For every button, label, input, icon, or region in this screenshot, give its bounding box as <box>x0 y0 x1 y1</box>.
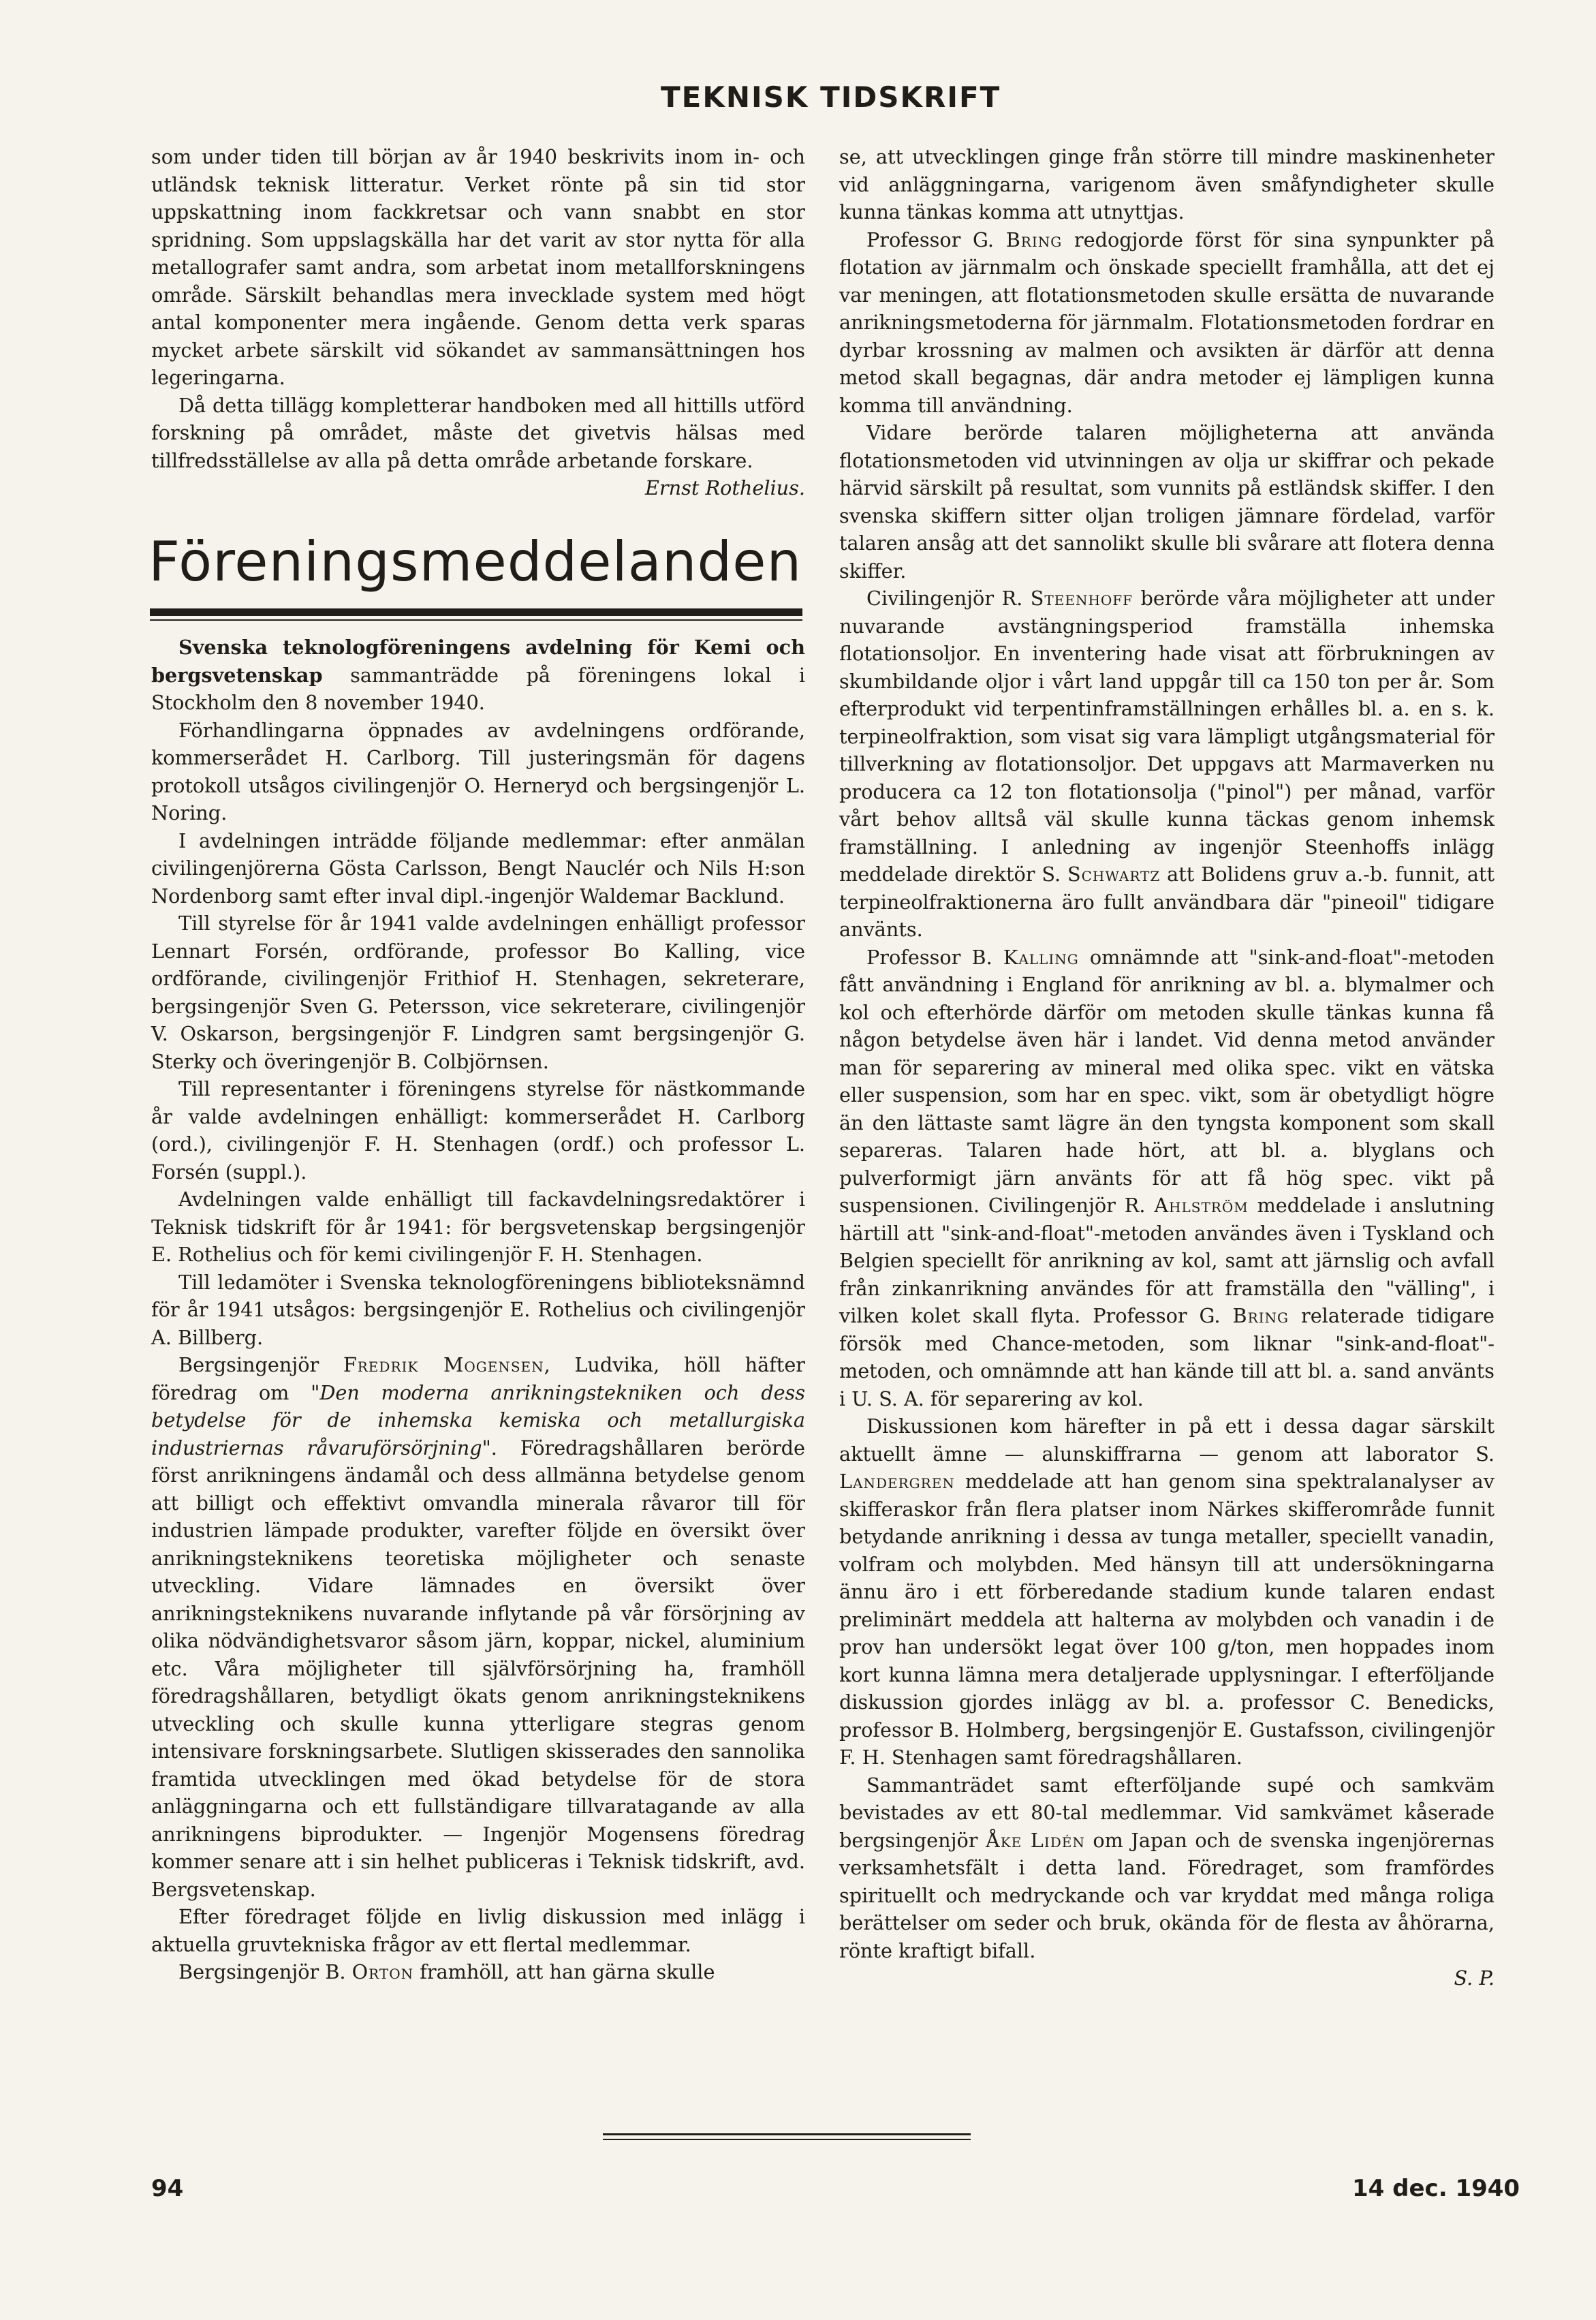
paragraph: Till ledamöter i Svenska teknologföreningens biblioteksnämnd för år 1941 utsågos: bergsingenjör E. Rothelius och civilingenjör A. Billberg. <box>151 1270 805 1349</box>
paragraph: Till representanter i föreningens styrelse för nästkommande år valde avdelningen enhälligt: kommerserådet H. Carlborg (ord.), civilingenjör F. H. Stenhagen (ordf.) och professor L. Forsén (suppl.). <box>151 1077 805 1184</box>
paragraph: Professor B. Kalling omnämnde att "sink-and-float"-metoden fått användning i England för anrikning av bl. a. blymalmer och kol och efterhörde därför om metoden skulle tänkas kunna få någon betydelse även här i landet. Vid denna metod använder man för separering av mineral med olika spec. vikt en vätska eller suspension, som har en spec. vikt, som är obetydligt högre än den lättaste samt lägre än den tyngsta komponent som skall separeras. Talaren hade hört, att bl. a. blyglans och pulverformigt järn använts för att få hög spec. vikt på suspensionen. Civilingenjör R. Ahlström meddelade i anslutning härtill att "sink-and-float"-metoden användes även i Tyskland och Belgien speciellt för anrikning av kol, samt att järnslig och avfall från zinkanrikning användes för att framställa den "välling", i vilken kolet skall flyta. Professor G. Bring relaterade tidigare försök med Chance-metoden, som liknar "sink-and-float"-metoden, och omnämnde att han kände till att bl. a. sand använts i U. S. A. för separering av kol. <box>839 945 1495 1410</box>
page-number: 94 <box>151 2175 184 2202</box>
speaker-name: Kalling <box>1003 945 1079 969</box>
paragraph: som under tiden till början av år 1940 beskrivits inom in- och utländsk teknisk litteratur. Verket rönte på sin tid stor uppskattning inom fackkretsar och vann snabbt en stor spridning. Som uppslagskälla har det varit av stor nytta för alla metallografer samt andra, som arbetat inom metallforskningens område. Särskilt behandlas mera invecklade system med högt antal komponenter mera ingående. Genom detta verk sparas mycket arbete särskilt vid sökandet av sammansättningen hos legeringarna. <box>151 145 805 389</box>
footer-rule <box>603 2133 971 2135</box>
paragraph: Avdelningen valde enhälligt till fackavdelningsredaktörer i Teknisk tidskrift för år 1941: för bergsvetenskap bergsingenjör E. Rothelius och för kemi civilingenjör F. H. Stenhagen. <box>151 1188 805 1266</box>
paragraph: Diskussionen kom härefter in på ett i dessa dagar särskilt aktuellt ämne — alunskiffrarna — genom att laborator S. Landergren meddelade att han genom sina spektralanalyser av skifferaskor från flera platser inom Närkes skifferområde funnit betydande anrikning i dessa av tunga metaller, speciellt vanadin, volfram och molybden. Med hänsyn till att undersökningarna ännu äro i ett förberedande stadium kunde talaren endast preliminärt meddela att halterna av molybden och vanadin i de prov han undersökt legat över 100 g/ton, men hoppades inom kort kunna lämna mera detaljerade upplysningar. I efterföljande diskussion gjordes inlägg av bl. a. professor C. Benedicks, professor B. Holmberg, bergsingenjör E. Gustafsson, civilingenjör F. H. Stenhagen samt föredragshållaren. <box>839 1414 1495 1769</box>
speaker-name: Schwartz <box>1067 863 1161 886</box>
lecture-title: "Den moderna anrikningstekniken och dess betydelse för de inhemska kemiska och metallurgiska industriernas råvaruförsörjning" <box>151 1380 805 1459</box>
left-column <box>151 634 805 1986</box>
speaker-name: Ahlström <box>1154 1194 1249 1217</box>
speaker-name: Steenhoff <box>1030 587 1133 610</box>
paragraph: Bergsingenjör B. Orton framhöll, att han gärna skulle <box>178 1960 715 1983</box>
report-signature: S. P. <box>1454 1966 1495 1990</box>
paragraph: Civilingenjör R. Steenhoff berörde våra möjligheter att under nuvarande avstängningsperiod framställa inhemska flotationsoljor. En inventering hade visat att förbrukningen av skumbildande oljor i vårt land uppgår till ca 150 ton per år. Som efterprodukt vid terpentinframställningen erhålles bl. a. en s. k. terpineolfraktion, som visat sig vara lämpligt utgångsmaterial för tillverkning av flotationsoljor. Det uppgavs att Marmaverken nu producera ca 12 ton flotationsolja ("pinol") per månad, varför vårt behov alltså väl skulle kunna täckas genom inhemsk framställning. I anledning av ingenjör Steenhoffs inlägg meddelade direktör S. Schwartz att Bolidens gruv a.-b. funnit, att terpineolfraktionerna äro fullt användbara där "pineoil" tidigare använts. <box>839 587 1495 941</box>
speaker-name: Orton <box>351 1960 414 1983</box>
paragraph: I avdelningen inträdde följande medlemmar: efter anmälan civilingenjörerna Gösta Carlsson, Bengt Nauclér och Nils H:son Nordenborg samt efter inval dipl.-ingenjör Waldemar Backlund. <box>151 829 805 908</box>
title-rule-thin <box>150 619 802 621</box>
paragraph: se, att utvecklingen ginge från större till mindre maskinenheter vid anläggningarna, varigenom även småfyndigheter skulle kunna tänkas komma att utnyttjas. <box>839 145 1495 223</box>
paragraph: Svenska teknologföreningens avdelning för Kemi och bergsvetenskap sammanträdde på föreningens lokal i Stockholm den 8 november 1940. <box>151 636 805 714</box>
title-rule <box>150 608 802 616</box>
paragraph: Bergsingenjör Fredrik Mogensen, Ludvika, höll häfter föredrag om "Den moderna anrikningstekniken och dess betydelse för de inhemska kemiska och metallurgiska industriernas råvaruförsörjning". Föredragshållaren berörde först anrikningens ändamål och dess allmänna betydelse genom att billigt och effektivt omvandla minerala råvaror till för industrien lämpade produkter, varefter följde en översikt över anrikningsteknikens teoretiska möjligheter och senaste utveckling. Vidare lämnades en översikt över anrikningsteknikens nuvarande inflytande på vår försörjning av olika nödvändighetsvaror såsom järn, koppar, nickel, aluminium etc. Våra möjligheter till självförsörjning ha, framhöll föredragshållaren, betydligt ökats genom anrikningsteknikens utveckling och skulle kunna ytterligare stegras genom intensivare forskningsarbete. Slutligen skisserades den sannolika framtida utvecklingen med ökad betydelse för de stora anläggningarna och ett fullständigare tillvaratagande av alla anrikningens biprodukter. — Ingenjör Mogensens föredrag kommer senare att i sin helhet publiceras i Teknisk tidskrift, avd. Bergsvetenskap. <box>151 1353 806 1901</box>
section-title: Föreningsmeddelanden <box>148 530 802 593</box>
footer-rule-thin <box>603 2139 971 2140</box>
paragraph: Då detta tillägg kompletterar handboken med all hittills utförd forskning på området, måste det givetvis hälsas med tillfredsställelse av alla på detta område arbetande forskare. <box>151 393 805 472</box>
paragraph: Vidare berörde talaren möjligheterna att använda flotationsmetoden vid utvinningen av olja ur skiffrar och pekade härvid särskilt på resultat, som vunnits på estländsk skiffer. I den svenska skiffern sitter oljan troligen jämnare fördelad, varför talaren ansåg att det sannolikt skulle bli svårare att flotera denna skiffer. <box>839 421 1495 583</box>
paragraph: Förhandlingarna öppnades av avdelningens ordförande, kommerserådet H. Carlborg. Till justeringsmän för dagens protokoll utsågos civilingenjör O. Herneryd och bergsingenjör L. Noring. <box>151 718 805 824</box>
speaker-name: Åke Lidén <box>986 1828 1085 1852</box>
paragraph: Sammanträdet samt efterföljande supé och samkväm bevistades av ett 80-tal medlemmar. Vid samkvämet kåserade bergsingenjör Åke Lidén om Japan och de svenska ingenjörernas verksamhetsfält i detta land. Föredraget, som framfördes spirituellt och medryckande och var kryddat med många roliga berättelser om seder och bruk, okända för de flesta av åhörarna, rönte kraftigt bifall. <box>839 1773 1495 1962</box>
society-name: Svenska teknologföreningens avdelning för Kemi och bergsvetenskap <box>151 636 805 687</box>
article-end-column <box>151 143 805 502</box>
speaker-name: Fredrik Mogensen <box>343 1353 544 1376</box>
journal-header: TEKNISK TIDSKRIFT <box>661 80 1001 114</box>
right-column <box>839 143 1495 1992</box>
issue-date: 14 dec. 1940 <box>1352 2175 1520 2202</box>
speaker-name: Bring <box>1005 228 1063 251</box>
paragraph: Efter föredraget följde en livlig diskussion med inlägg i aktuella gruvtekniska frågor av ett flertal medlemmar. <box>151 1905 805 1956</box>
paragraph: Till styrelse för år 1941 valde avdelningen enhälligt professor Lennart Forsén, ordförande, professor Bo Kalling, vice ordförande, civilingenjör Frithiof H. Stenhagen, sekreterare, bergsingenjör Sven G. Petersson, vice sekreterare, civilingenjör V. Oskarson, bergsingenjör F. Lindgren samt bergsingenjör G. Sterky och överingenjör B. Colbjörnsen. <box>151 912 805 1073</box>
speaker-name: Landergren <box>839 1470 955 1493</box>
author-signature: Ernst Rothelius. <box>644 476 805 499</box>
speaker-name: Bring <box>1232 1304 1289 1327</box>
paragraph: Professor G. Bring redogjorde först för sina synpunkter på flotation av järnmalm och önskade speciellt framhålla, att det ej var meningen, att flotationsmetoden skulle ersätta de nuvarande anrikningsmetoderna för järnmalm. Flotationsmetoden fordrar en dyrbar krossning av malmen och avsikten är därför att denna metod skall begagnas, där andra metoder ej lämpligen kunna komma till användning. <box>839 228 1495 417</box>
